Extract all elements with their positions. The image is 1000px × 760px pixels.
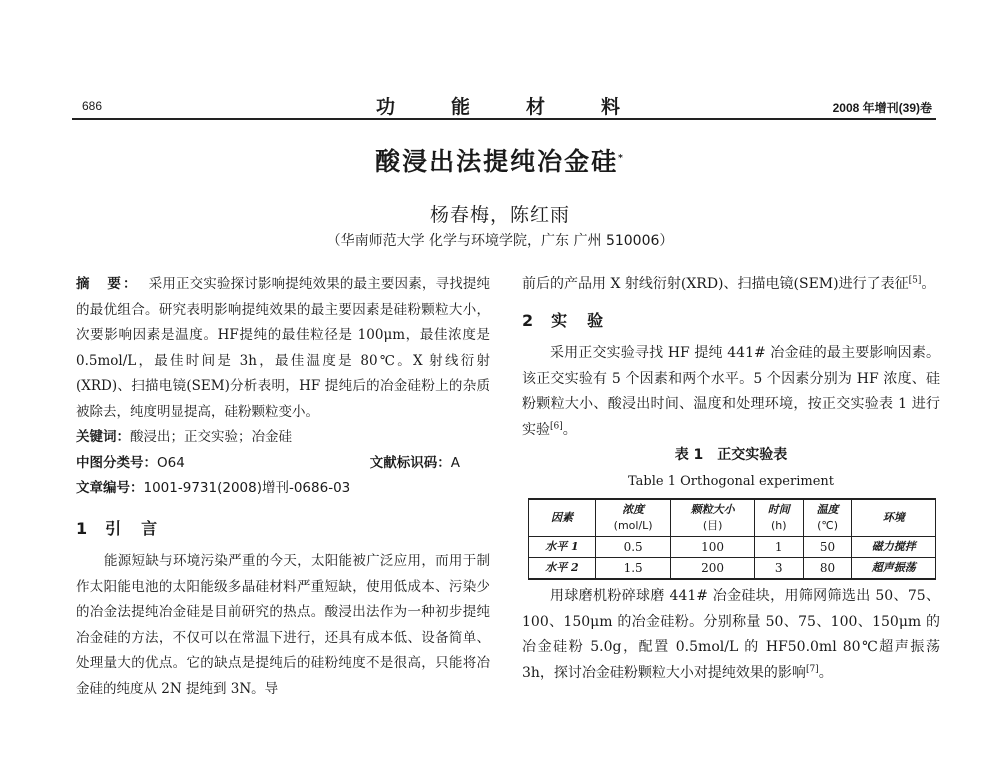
header-cell: 因素	[529, 499, 596, 537]
clc-code: 中图分类号：O64	[76, 454, 185, 471]
abstract-text: 采用正交实验探讨影响提纯效果的最主要因素，寻找提纯的最优组合。研究表明影响提纯效果的最主要因素是硅粉颗粒大小，次要影响因素是温度。HF提纯的最佳粒径是 100μm，最佳浓度是 0.5mol/L，最佳时间是 3h，最佳温度是 80℃。X 射线衍射(XRD)、扫描电镜(SEM)分析表明，HF 提纯后的冶金硅粉上的杂质被除去，纯度明显提高，硅粉颗粒变小。	[76, 276, 491, 420]
doc-code: 文献标识码：A	[369, 454, 460, 471]
table-cell: 200	[671, 558, 754, 580]
title-footnote-mark: *	[618, 153, 625, 164]
article-id: 文章编号：1001-9731(2008)增刊-0686-03	[76, 480, 351, 496]
left-column	[76, 272, 490, 702]
journal-char: 料	[600, 96, 626, 118]
intro-continuation: 前后的产品用 X 射线衍射(XRD)、扫描电镜(SEM)进行了表征[5]。	[522, 275, 936, 292]
citation: [7]	[805, 663, 819, 674]
table-cell: 1	[754, 537, 803, 558]
orthogonal-table	[528, 498, 936, 580]
abstract	[76, 272, 490, 425]
experiment-paragraph: 采用正交实验寻找 HF 提纯 441# 冶金硅的最主要影响因素。该正交实验有 5 个因素和两个水平。5 个因素分别为 HF 浓度、硅粉颗粒大小、酸浸出时间、温度和处理环境，按正交实验表 1 进行实验[6]。	[522, 345, 940, 438]
table-cell: 3	[754, 558, 803, 580]
page-number: 686	[82, 99, 103, 113]
section-heading: 2 实 验	[522, 310, 606, 330]
table-cell: 1.5	[595, 558, 670, 580]
table-cell: 100	[671, 537, 754, 558]
header-cell: 环境	[852, 499, 936, 537]
table-cell: 磁力搅拌	[852, 537, 936, 558]
table-header-row	[529, 499, 936, 537]
abstract-label: 摘 要：	[76, 276, 139, 292]
intro-paragraph: 能源短缺与环境污染严重的今天，太阳能被广泛应用，而用于制作太阳能电池的太阳能级多晶硅材料严重短缺，使用低成本、污染少的冶金法提纯冶金硅是目前研究的热点。酸浸出法作为一种初步提纯冶金硅的方法，不仅可以在常温下进行，还具有成本低、设备简单、处理量大的优点。它的缺点是提纯后的硅粉纯度不是很高，只能将冶金硅的纯度从 2N 提纯到 3N。导	[76, 553, 490, 697]
authors: 杨春梅，陈红雨	[429, 204, 570, 226]
header-cell: 颗粒大小 (目)	[671, 499, 754, 537]
affiliation: （华南师范大学 化学与环境学院，广东 广州 510006）	[326, 233, 674, 249]
table-cell: 水平 1	[529, 537, 596, 558]
journal-char: 材	[525, 96, 551, 118]
table-cell: 水平 2	[529, 558, 596, 580]
journal-name	[376, 92, 626, 119]
journal-char: 功	[376, 96, 402, 118]
issue-info: 2008 年增刊(39)卷	[832, 101, 932, 115]
table-title: 表 1 正交实验表	[674, 447, 788, 463]
header-cell: 时间 (h)	[754, 499, 803, 537]
keywords	[76, 425, 490, 451]
experiment-paragraph: 用球磨机粉碎球磨 441# 冶金硅块，用筛网筛选出 50、75、100、150μm 的冶金硅粉。分别称量 50、75、100、150μm 的冶金硅粉 5.0g，配置 0.5mol/L 的 HF50.0ml 80℃超声振荡 3h，探讨冶金硅粉颗粒大小对提纯效果的影响[7]。	[522, 588, 940, 681]
table-cell: 超声振荡	[852, 558, 936, 580]
table-cell: 80	[803, 558, 852, 580]
paper-title: 酸浸出法提纯冶金硅*	[375, 147, 625, 176]
citation: [5]	[908, 275, 922, 286]
classification-row	[76, 451, 490, 477]
header-cell: 浓度 (mol/L)	[595, 499, 670, 537]
table-cell: 0.5	[595, 537, 670, 558]
journal-char: 能	[450, 96, 476, 118]
header-rule	[72, 118, 936, 120]
keywords-text: 酸浸出；正交实验；冶金硅	[130, 429, 292, 445]
table-row	[529, 558, 936, 580]
right-column	[522, 272, 940, 686]
section-heading: 1 引 言	[76, 518, 160, 538]
table-row	[529, 537, 936, 558]
citation: [6]	[550, 420, 563, 431]
table-cell: 50	[803, 537, 852, 558]
header-cell: 温度 (℃)	[803, 499, 852, 537]
keywords-label: 关键词：	[76, 429, 130, 445]
table-title-en: Table 1 Orthogonal experiment	[627, 473, 834, 489]
